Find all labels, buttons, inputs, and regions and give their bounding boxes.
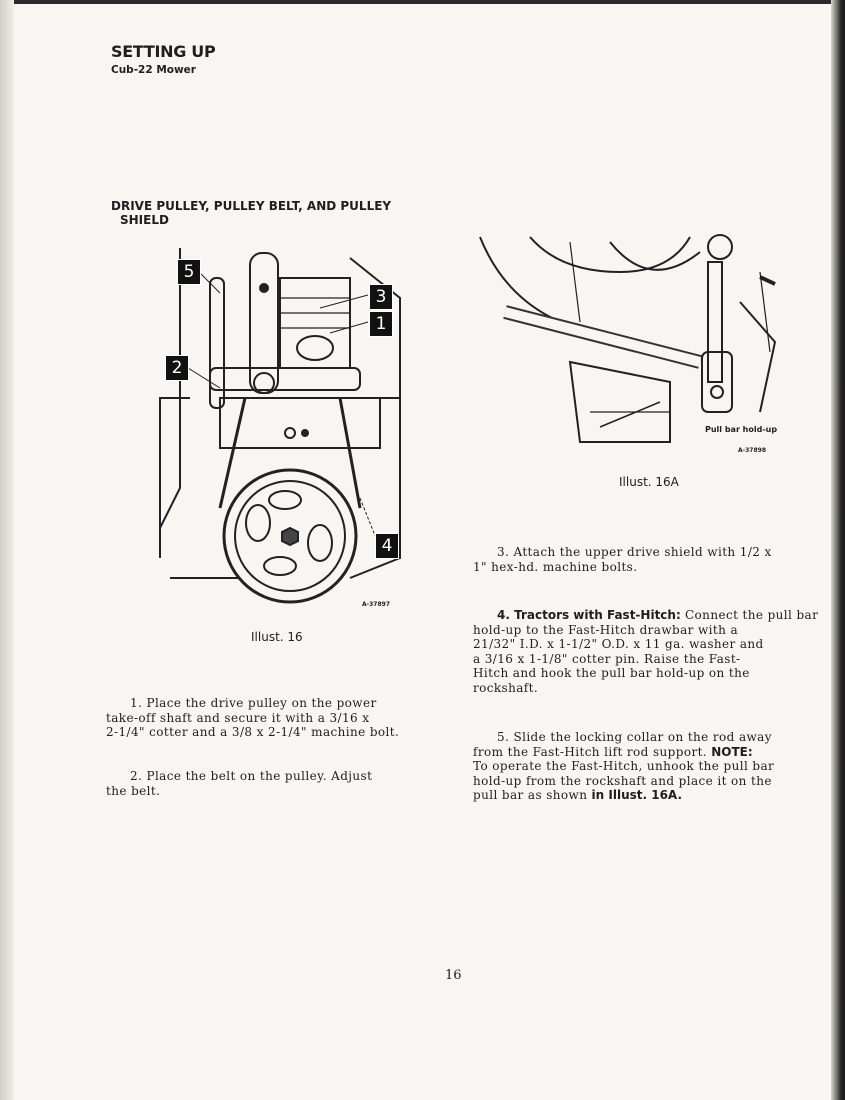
step-2-line: 2. Place the belt on the pulley. Adjust [130,769,373,783]
figure1-caption: Illust. 16 [251,630,303,644]
section-heading-line1: DRIVE PULLEY, PULLEY BELT, AND PULLEY [111,199,392,213]
step-5 [473,730,818,803]
page-number: 16 [445,968,462,983]
step-5-line: To operate the Fast-Hitch, unhook the pull bar [473,759,775,773]
illustration-pull-bar-hold-up [470,232,780,457]
scan-edge-right [831,0,845,1100]
callout-1: 1 [370,312,392,336]
illustration-drive-pulley [150,238,410,606]
step-4-line [473,608,828,623]
step-4-line: hold-up to the Fast-Hitch drawbar with a [473,622,739,637]
section-heading-line2: SHIELD [120,213,169,227]
page-subtitle: Cub-22 Mower [111,64,196,76]
step-5-line [473,745,818,760]
step-5-note: NOTE: [711,744,753,759]
callout-5: 5 [178,260,200,284]
step-5-ref: in Illust. 16A. [591,788,682,802]
step-1-line: 2-1/4" cotter and a 3/8 x 2-1/4" machine bolt. [106,725,400,739]
step-2-line: the belt. [106,783,161,798]
scan-edge-left [0,0,14,1100]
step-5-line [473,788,818,803]
figure1-code: A-37897 [362,601,391,608]
scan-edge-top [0,0,845,4]
step-1 [106,696,456,740]
figure2-code: A-37898 [738,447,767,454]
pull-bar-hold-up-label: Pull bar hold-up [705,425,778,434]
step-1-line: take-off shaft and secure it with a 3/16 x [106,710,370,725]
pull-bar-drawing [470,232,780,457]
step-5-line: 5. Slide the locking collar on the rod away [497,730,772,744]
figure2-caption: Illust. 16A [619,475,679,489]
step-3 [473,545,823,574]
step-4-lead: 4. Tractors with Fast-Hitch: [497,608,681,622]
step-4-first: Connect the pull bar [680,608,819,622]
step-5-line: hold-up from the rockshaft and place it on the [473,773,772,788]
step-4-line: a 3/16 x 1-1/8" cotter pin. Raise the Fast- [473,651,741,666]
step-5-text: pull bar as shown [473,788,592,802]
step-4-line: 21/32" I.D. x 1-1/2" O.D. x 11 ga. washer and [473,637,764,651]
step-1-line: 1. Place the drive pulley on the power [130,696,377,710]
step-4-line: Hitch and hook the pull bar hold-up on the [473,666,750,680]
step-4 [473,608,828,695]
step-2 [106,769,436,798]
step-5-text: from the Fast-Hitch lift rod support. [473,744,712,759]
step-3-line: 3. Attach the upper drive shield with 1/2 x [497,545,772,559]
section-heading [111,199,421,227]
page-title: SETTING UP [111,42,216,61]
callout-3: 3 [370,285,392,309]
step-4-line: rockshaft. [473,680,539,695]
callout-2: 2 [166,356,188,380]
step-3-line: 1" hex-hd. machine bolts. [473,559,638,574]
callout-4: 4 [376,534,398,558]
